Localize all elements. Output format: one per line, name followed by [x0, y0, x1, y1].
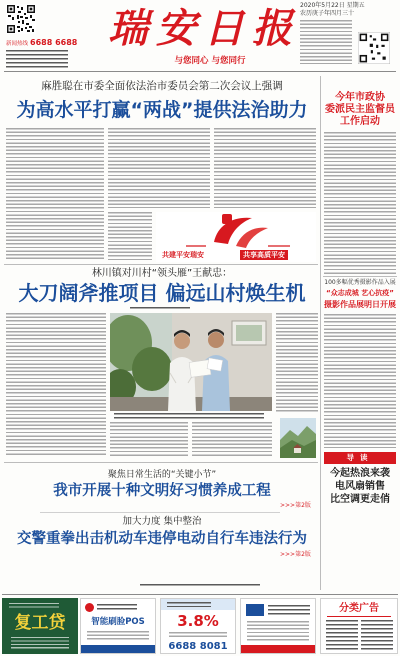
section-divider: [40, 512, 280, 513]
qr-code-icon[interactable]: [6, 4, 36, 34]
cppcc-story-body: [324, 132, 396, 274]
ad-classifieds[interactable]: [320, 598, 398, 654]
photo-exhibit-kicker: 100多幅优秀摄影作品入展: [324, 279, 396, 286]
hotline-number: 6688 6688: [30, 38, 78, 47]
ad-text: [326, 620, 358, 651]
ad-text: [247, 621, 309, 641]
shop-logo-icon: [246, 604, 264, 616]
ad-text: [11, 637, 69, 649]
feature-photo[interactable]: [110, 313, 272, 411]
ad5-title: 分类广告: [339, 603, 379, 614]
publication-info-text: [300, 20, 352, 64]
ad3-rate: 3.8%: [177, 612, 219, 630]
ad-text: [97, 604, 137, 610]
village-landscape-photo[interactable]: [280, 418, 316, 458]
ad2-title: 智能刷脸POS: [91, 617, 145, 627]
ad-text: [87, 631, 149, 641]
lead-story-kicker: 麻胜聪在市委全面依法治市委员会第二次会议上强调: [41, 80, 283, 92]
photo-exhibit-title[interactable]: “众志成城 艺心抗疫”: [326, 289, 394, 297]
masthead-slogan: 与您同心 与您同行: [174, 56, 246, 66]
ad-text: [361, 620, 393, 651]
feature-story-body-col2: [110, 422, 188, 457]
lead-story-body-col2-cont: [108, 212, 152, 260]
civility-page-link[interactable]: >>>第2版: [280, 502, 311, 509]
feature-story-body-col3: [192, 422, 272, 457]
editor-credit-line: [140, 584, 260, 587]
ad1-title: 复工贷: [14, 613, 66, 633]
ads-divider: [2, 594, 398, 595]
feature-photo-caption: [114, 413, 264, 419]
bank-logo-icon: [85, 603, 94, 612]
feature-story-body-col1: [6, 313, 106, 457]
banner-left-slogan: 共建平安瑞安: [162, 251, 204, 259]
feature-byline: [130, 307, 190, 310]
ad-text: [9, 603, 59, 608]
guide-item-2[interactable]: 电风扇销售: [335, 481, 385, 492]
app-qr-code-icon[interactable]: [358, 32, 390, 64]
ad-print-shop[interactable]: [240, 598, 316, 654]
guide-item-3[interactable]: 比空调更走俏: [330, 494, 390, 505]
news-hotline: [6, 38, 86, 49]
cppcc-headline-line1[interactable]: 今年市政协: [335, 92, 385, 103]
ad-divider: [327, 616, 391, 617]
issue-date: 2020年5月22日 星期五: [300, 2, 365, 9]
ad-face-pay-pos[interactable]: [80, 598, 156, 654]
lead-story-body-col1: [6, 128, 104, 260]
sidebar-divider: [320, 76, 321, 590]
section-divider: [4, 462, 318, 463]
ad3-phone: 6688 8081: [168, 641, 228, 652]
ad-text: [167, 602, 211, 607]
ad-work-resumption-loan[interactable]: [2, 598, 78, 654]
safety-campaign-banner: [156, 212, 316, 262]
feature-story-body-col4: [276, 313, 318, 413]
ad-text: [169, 632, 227, 638]
section-divider: [4, 264, 318, 265]
header-menu-text: [6, 50, 68, 68]
guide-label: 导读: [324, 452, 396, 464]
lunar-date: 农历庚子年四月三十: [300, 10, 355, 17]
feature-story-kicker: 林川镇对川村“领头雁”王献忠：: [91, 268, 233, 279]
ad-bank-loan-rate[interactable]: [160, 598, 236, 654]
photo-exhibit-body: [324, 314, 396, 448]
masthead-title: 瑞安日报: [108, 5, 300, 52]
sidebar-section-divider: [323, 276, 397, 277]
banner-right-slogan: 共享高质平安: [240, 250, 288, 260]
cppcc-headline-line3[interactable]: 工作启动: [340, 116, 380, 127]
header-divider: [4, 71, 396, 72]
hotline-label: 新闻热线: [6, 41, 29, 47]
civility-story-kicker: 聚焦日常生活的“关键小节”: [107, 470, 217, 480]
traffic-story-headline[interactable]: 交警重拳出击机动车违停电动自行车违法行为: [17, 531, 307, 547]
photo-exhibit-subtitle[interactable]: 摄影作品展明日开展: [324, 300, 396, 309]
ad-stripe: [81, 645, 156, 654]
lead-story-body-col3: [214, 128, 316, 208]
traffic-story-kicker: 加大力度 集中整治: [122, 516, 202, 527]
banner-brush-graphic: [156, 212, 316, 250]
civility-story-headline[interactable]: 我市开展十种文明好习惯养成工程: [53, 483, 271, 499]
feature-story-headline[interactable]: 大刀阔斧推项目 偏远山村焕生机: [18, 281, 306, 305]
ad-stripe: [241, 645, 316, 654]
lead-story-headline[interactable]: 为高水平打赢“两战”提供法治助力: [16, 99, 308, 121]
guide-item-1[interactable]: 今起热浪来袭: [330, 468, 390, 479]
ad-text: [268, 605, 310, 615]
cppcc-headline-line2[interactable]: 委派民主监督员: [325, 104, 395, 115]
traffic-page-link[interactable]: >>>第2版: [280, 551, 311, 558]
lead-story-body-col2: [108, 128, 210, 208]
